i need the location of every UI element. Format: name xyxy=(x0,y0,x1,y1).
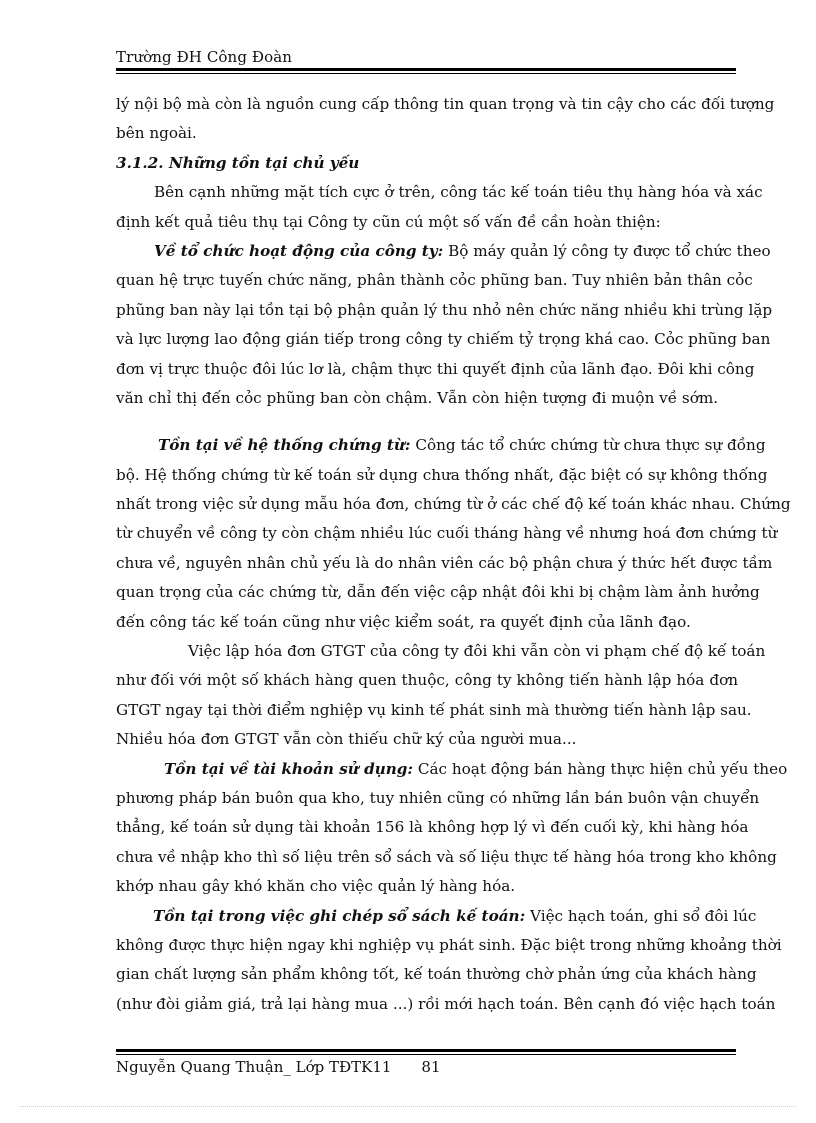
paragraph-first-line xyxy=(116,755,788,784)
body-line: và lực lượng lao động gián tiếp trong công ty chiếm tỷ trọng khá cao. Cỏc phũng ban xyxy=(116,330,771,349)
paragraph-lead: Về tổ chức hoạt động của công ty: xyxy=(154,241,444,260)
body-line: thẳng, kế toán sử dụng tài khoản 156 là không hợp lý vì đến cuối kỳ, khi hàng hóa xyxy=(116,818,749,837)
body-line: GTGT ngay tại thời điểm nghiệp vụ kinh tế phát sinh mà thường tiến hành lập sau. xyxy=(116,700,752,719)
body-line: không được thực hiện ngay khi nghiệp vụ phát sinh. Đặc biệt trong những khoảng thời xyxy=(116,935,782,954)
paragraph-first-line xyxy=(116,431,766,460)
body-line: văn chỉ thị đến cỏc phũng ban còn chậm. Vẫn còn hiện tượng đi muộn về sớm. xyxy=(116,388,719,407)
paragraph-first-line xyxy=(116,237,771,266)
body-line: chưa về, nguyên nhân chủ yếu là do nhân viên các bộ phận chưa ý thức hết được tầm xyxy=(116,553,773,572)
paragraph-lead: Tồn tại về hệ thống chứng từ: xyxy=(158,436,411,455)
page-number: 81 xyxy=(421,1058,441,1076)
footer-rule xyxy=(116,1049,736,1055)
body-line: bộ. Hệ thống chứng từ kế toán sử dụng chưa thống nhất, đặc biệt có sự không thống xyxy=(116,465,768,484)
body-line: đơn vị trực thuộc đôi lúc lơ là, chậm thực thi quyết định của lãnh đạo. Đôi khi công xyxy=(116,359,755,378)
body-line: (như đòi giảm giá, trả lại hàng mua ...) rồi mới hạch toán. Bên cạnh đó việc hạch toán xyxy=(116,994,776,1013)
body-line: đến công tác kế toán cũng như việc kiểm soát, ra quyết định của lãnh đạo. xyxy=(116,612,691,631)
body-line: quan trọng của các chứng từ, dẫn đến việc cập nhật đôi khi bị chậm làm ảnh hưởng xyxy=(116,583,760,602)
body-line: gian chất lượng sản phẩm không tốt, kế toán thường chờ phản ứng của khách hàng xyxy=(116,965,757,984)
header-rule xyxy=(116,68,736,74)
body-text: Việc hạch toán, ghi sổ đôi lúc xyxy=(525,906,757,925)
document-body xyxy=(116,90,791,1019)
body-line: như đối với một số khách hàng quen thuộc, công ty không tiến hành lập hóa đơn xyxy=(116,671,738,690)
body-line: chưa về nhập kho thì số liệu trên sổ sách và số liệu thực tế hàng hóa trong kho không xyxy=(116,847,777,866)
page-header: Trường ĐH Công Đoàn xyxy=(116,48,293,66)
body-line: phương pháp bán buôn qua kho, tuy nhiên cũng có những lần bán buôn vận chuyển xyxy=(116,788,760,807)
body-line: Việc lập hóa đơn GTGT của công ty đôi khi vẫn còn vi phạm chế độ kế toán xyxy=(188,642,766,661)
body-line: quan hệ trực tuyến chức năng, phân thành cỏc phũng ban. Tuy nhiên bản thân cỏc xyxy=(116,271,753,290)
page-footer xyxy=(116,1058,441,1076)
body-line: phũng ban này lại tồn tại bộ phận quản lý thu nhỏ nên chức năng nhiều khi trùng lặp xyxy=(116,300,773,319)
body-line: Nhiều hóa đơn GTGT vẫn còn thiếu chữ ký của người mua... xyxy=(116,730,577,749)
body-line: định kết quả tiêu thụ tại Công ty cũn cú một số vấn đề cần hoàn thiện: xyxy=(116,212,661,231)
body-line: khớp nhau gây khó khăn cho việc quản lý hàng hóa. xyxy=(116,877,516,896)
body-text: Công tác tổ chức chứng từ chưa thực sự đồng xyxy=(410,436,766,455)
body-line: bên ngoài. xyxy=(116,124,197,143)
body-line: nhất trong việc sử dụng mẫu hóa đơn, chứng từ ở các chế độ kế toán khác nhau. Chứng xyxy=(116,495,791,514)
paragraph-first-line xyxy=(116,902,757,931)
body-line: lý nội bộ mà còn là nguồn cung cấp thông tin quan trọng và tin cậy cho các đối tượng xyxy=(116,95,775,113)
section-heading: 3.1.2. Những tồn tại chủ yếu xyxy=(116,153,360,172)
body-line: Bên cạnh những mặt tích cực ở trên, công tác kế toán tiêu thụ hàng hóa và xác xyxy=(154,183,763,202)
footer-author: Nguyễn Quang Thuận_ Lớp TĐTK11 xyxy=(116,1058,392,1076)
body-text: Các hoạt động bán hàng thực hiện chủ yếu theo xyxy=(413,759,788,778)
paragraph-lead: Tồn tại trong việc ghi chép sổ sách kế toán: xyxy=(153,906,526,925)
paragraph-gap xyxy=(116,413,738,431)
page-edge-divider xyxy=(20,1106,796,1107)
body-line: từ chuyển về công ty còn chậm nhiều lúc cuối tháng hàng về nhưng hoá đơn chứng từ xyxy=(116,524,778,543)
paragraph-lead: Tồn tại về tài khoản sử dụng: xyxy=(164,759,414,778)
body-text: Bộ máy quản lý công ty được tổ chức theo xyxy=(443,241,771,260)
